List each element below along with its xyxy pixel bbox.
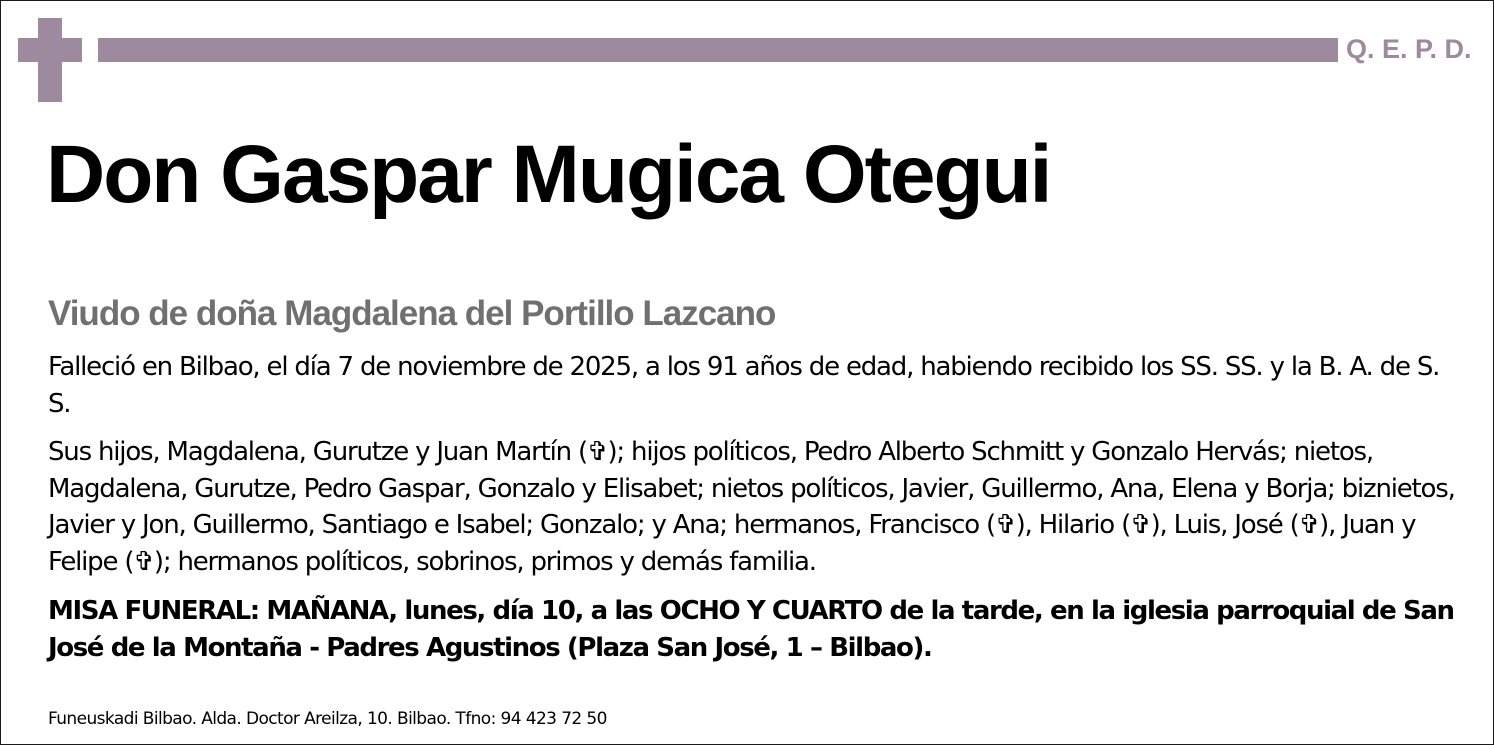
family-paragraph: Sus hijos, Magdalena, Gurutze y Juan Martín (✞); hijos políticos, Pedro Alberto Schmitt y Gonzalo Hervás; nietos, Magdalena, Gurutze, Pedro Gaspar, Gonzalo y Elisabet; nietos políticos, Javier, Guillermo, Ana, Elena y Borja; biznietos, Javier y Jon, Guillermo, Santiago e Isabel; Gonzalo; y Ana; hermanos, Francisco (✞), Hilario (✞), Luis, José (✞), Juan y Felipe (✞); hermanos políticos, sobrinos, primos y demás familia.: [48, 437, 1455, 577]
cross-icon-horizontal: [18, 38, 82, 62]
funeral-home-footer: Funeuskadi Bilbao. Alda. Doctor Areilza, 10. Bilbao. Tfno: 94 423 72 50: [48, 709, 607, 729]
funeral-notice: MISA FUNERAL: MAÑANA, lunes, día 10, a las OCHO Y CUARTO de la tarde, en la iglesia parroquial de San José de la Montaña - Padres Agustinos (Plaza San José, 1 – Bilbao).: [48, 596, 1454, 663]
widow-line: Viudo de doña Magdalena del Portillo Lazcano: [48, 294, 776, 333]
header-bar: [98, 38, 1338, 62]
deceased-name: Don Gaspar Mugica Otegui: [46, 129, 1051, 220]
qepd-label: Q. E. P. D.: [1346, 34, 1472, 64]
death-notice-paragraph: Falleció en Bilbao, el día 7 de noviembre de 2025, a los 91 años de edad, habiendo recibido los SS. SS. y la B. A. de S. S.: [48, 352, 1440, 419]
